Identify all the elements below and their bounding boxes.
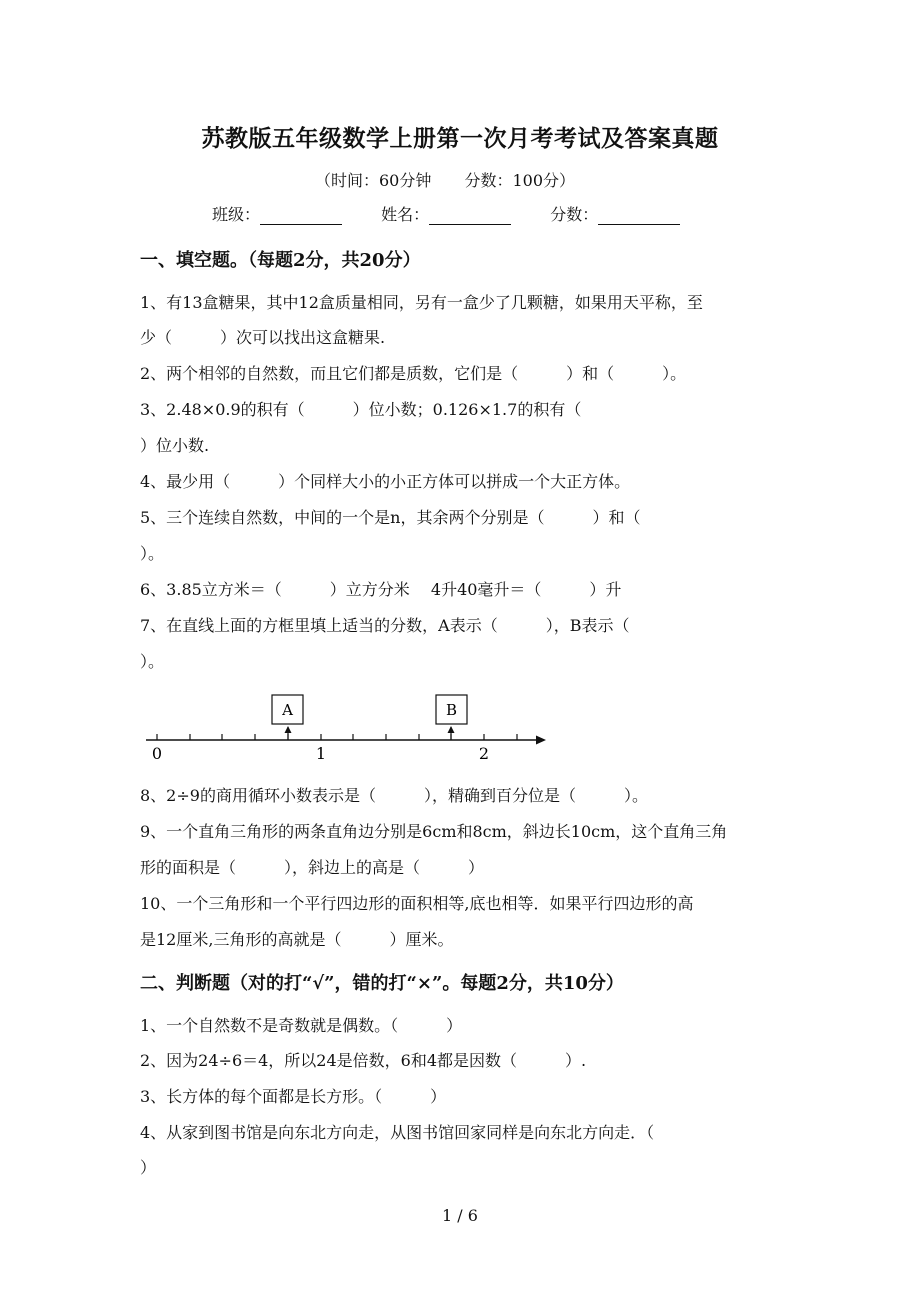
tick-label-0: 0 (151, 744, 163, 763)
question-line: 4、最少用（ ）个同样大小的小正方体可以拼成一个大正方体。 (140, 472, 631, 491)
section-1-heading: 一、填空题。（每题2分，共20分） (140, 250, 421, 271)
box-b-label: B (445, 701, 458, 719)
question-line: 2、两个相邻的自然数，而且它们都是质数，它们是（ ）和（ ）。 (140, 364, 687, 383)
question-line: ）位小数. (140, 436, 210, 455)
question-line: 形的面积是（ ），斜边上的高是（ ） (140, 858, 485, 877)
question-line: 1、有13盒糖果，其中12盒质量相同，另有一盒少了几颗糖，如果用天平称，至 (140, 293, 703, 312)
exam-meta (0, 168, 890, 191)
page-title: 苏教版五年级数学上册第一次月考考试及答案真题 (201, 125, 719, 152)
section-2-heading: 二、判断题（对的打“√”，错的打“×”。每题2分，共10分） (140, 973, 624, 994)
question-line: 2、因为24÷6＝4，所以24是倍数，6和4都是因数（ ）. (140, 1051, 587, 1070)
question-line: 3、长方体的每个面都是长方形。（ ） (140, 1087, 447, 1106)
question-line: 7、在直线上面的方框里填上适当的分数，A表示（ ），B表示（ (140, 616, 630, 635)
tick-label-2: 2 (478, 744, 490, 763)
question-line: 8、2÷9的商用循环小数表示是（ ），精确到百分位是（ ）。 (140, 786, 648, 805)
number-line-figure (140, 690, 560, 770)
question-line: ）。 (140, 652, 165, 671)
class-field[interactable]: 班级： (212, 202, 342, 225)
page-number: 1 / 6 (442, 1206, 478, 1225)
question-line: 少（ ）次可以找出这盒糖果. (140, 328, 386, 347)
name-field[interactable]: 姓名： (381, 202, 511, 225)
student-info (212, 202, 714, 225)
question-line: 3、2.48×0.9的积有（ ）位小数；0.126×1.7的积有（ (140, 400, 582, 419)
question-line: 9、一个直角三角形的两条直角边分别是6cm和8cm，斜边长10cm，这个直角三角 (140, 822, 728, 841)
tick-label-1: 1 (315, 744, 327, 763)
question-line: 4、从家到图书馆是向东北方向走，从图书馆回家同样是向东北方向走．（ (140, 1123, 655, 1142)
question-line: 5、三个连续自然数，中间的一个是n，其余两个分别是（ ）和（ (140, 508, 641, 527)
score-field[interactable]: 分数： (550, 202, 680, 225)
exam-time: （时间：60分钟 (314, 171, 432, 190)
question-line: ） (140, 1158, 157, 1177)
exam-score: 分数：100分） (464, 171, 575, 190)
question-line: 6、3.85立方米＝（ ）立方分米 4升40毫升＝（ ）升 (140, 580, 622, 599)
box-a-label: A (282, 701, 293, 719)
question-line: 是12厘米,三角形的高就是（ ）厘米。 (140, 930, 454, 949)
question-line: 1、一个自然数不是奇数就是偶数。（ ） (140, 1016, 463, 1035)
question-line: ）。 (140, 544, 165, 563)
question-line: 10、一个三角形和一个平行四边形的面积相等,底也相等．如果平行四边形的高 (140, 894, 694, 913)
